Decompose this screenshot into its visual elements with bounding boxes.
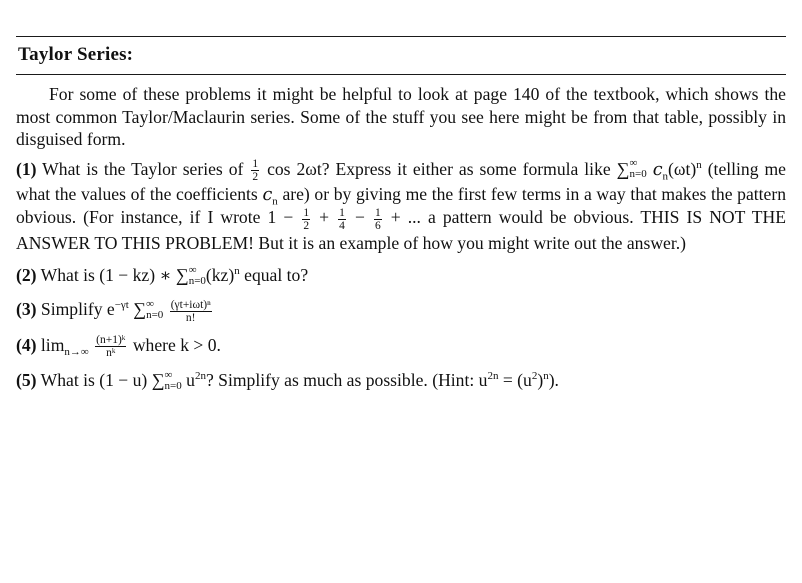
problem-2-text-c: equal to? (244, 265, 309, 286)
summation-symbol: ∑ (133, 299, 147, 320)
problem-1-plus: + (319, 207, 330, 228)
problem-3-frac-num: (γt+iωt)ⁿ (170, 298, 211, 311)
problem-5-text-b-sup: 2n (194, 370, 206, 383)
problem-1-example-frac-2 (338, 207, 346, 232)
problem-1-number: (1) (16, 158, 37, 179)
problem-5-sum-bottom: n=0 (164, 380, 182, 393)
problem-2-sum-bottom: n=0 (188, 275, 206, 288)
problem-4 (16, 334, 786, 360)
problem-4-frac-num: (n+1)ᵏ (96, 334, 126, 347)
problem-1-coef-sub: n (662, 170, 669, 183)
problem-3-number: (3) (16, 299, 37, 320)
problem-3-sum-bottom: n=0 (146, 309, 164, 322)
frac-3-num: 1 (374, 206, 381, 219)
problem-1-coef-var-sub: n (272, 195, 278, 208)
problem-5-text-d: = (u (502, 370, 532, 391)
problem-5-sum-limits (165, 370, 182, 392)
problem-2 (16, 264, 786, 288)
problem-4-frac-den: nᵏ (106, 347, 116, 360)
section-title: Taylor Series: (18, 44, 134, 65)
problem-1 (16, 158, 786, 255)
problem-5-text-e-sup: n (543, 370, 549, 383)
problem-1-fraction (251, 158, 259, 183)
problem-2-sum-limits (189, 265, 206, 287)
problem-1-term-sup: n (696, 158, 702, 171)
problem-5-text-c: ? Simplify as much as possible. (Hint: u (205, 370, 488, 391)
problem-1-text-b: cos 2ωt? Express it either as some formula like (267, 158, 611, 179)
problem-1-text-g: + ... a pattern would be obvious. THIS IS NOT THE ANSWER TO THIS PROBLEM! But it is an example of how you might write out the answer.) (16, 207, 786, 253)
problem-2-text-b: (kz) (205, 265, 235, 286)
intro-paragraph: For some of these problems it might be helpful to look at page 140 of the textbook, which shows the most common Taylor/Maclaurin series. Some of the stuff you see here might be from that table, possibly in disguised form. (16, 84, 786, 149)
problem-1-coef-var: c (262, 184, 273, 205)
problem-5 (16, 369, 786, 393)
problem-2-sum-top: ∞ (188, 264, 197, 277)
problem-1-example-frac-1 (302, 207, 310, 232)
frac-2-den: 4 (339, 219, 345, 232)
problem-5-text-c-sup: 2n (487, 370, 499, 383)
problem-3-fraction (170, 299, 212, 324)
problem-1-text-f: are) or by giving me the first few terms in a way that makes the pattern obvious. (For instance, if I wrote 1 − (16, 183, 786, 228)
title-underline-rule (16, 74, 786, 75)
problem-3 (16, 298, 786, 323)
frac-3-den: 6 (374, 219, 381, 232)
problem-5-text-b: u (186, 370, 195, 391)
problem-5-sum-top: ∞ (164, 369, 173, 382)
problem-1-term: (ωt) (668, 158, 697, 179)
problem-4-number: (4) (16, 334, 37, 355)
problem-2-text-b-sup: n (234, 265, 240, 278)
top-rule (16, 36, 786, 37)
summation-symbol: ∑ (175, 265, 189, 286)
problem-1-sum-top: ∞ (629, 157, 638, 170)
problem-3-frac-den: n! (185, 311, 196, 324)
problem-4-text-a: where k > 0. (132, 334, 221, 355)
problem-1-frac-den: 2 (252, 170, 259, 183)
problem-1-example-frac-3 (374, 207, 382, 232)
problem-3-sum-top: ∞ (146, 298, 154, 311)
frac-1-num: 1 (303, 206, 310, 219)
problem-4-lim-sub: n→∞ (64, 345, 89, 358)
problem-3-text-a: Simplify e (40, 299, 115, 320)
problem-1-sum-limits (630, 158, 647, 180)
problem-5-text-f: ). (548, 370, 559, 391)
problem-2-text-a: What is (1 − kz) ∗ (40, 265, 172, 286)
problem-1-text-a: What is the Taylor series of (42, 158, 244, 179)
problem-5-text-d-sup: 2 (531, 370, 538, 383)
problem-1-minus: − (354, 207, 365, 228)
frac-2-num: 1 (339, 206, 345, 219)
problem-3-text-a-sup: −γt (114, 299, 129, 312)
document-page (16, 0, 786, 583)
problem-3-sum-limits (146, 299, 163, 321)
problem-1-text-e: (telling me what the values of the coefficients (16, 158, 786, 204)
problem-5-text-e: ) (537, 370, 544, 391)
problem-1-frac-num: 1 (252, 157, 259, 170)
problem-1-sum-bottom: n=0 (629, 168, 647, 181)
problem-4-lim: lim (40, 334, 65, 355)
summation-symbol: ∑ (151, 370, 165, 391)
problem-2-number: (2) (16, 265, 37, 286)
problem-1-coef: c (652, 159, 663, 180)
summation-symbol: ∑ (616, 158, 630, 179)
problem-5-number: (5) (16, 370, 37, 391)
problem-4-fraction (95, 334, 126, 359)
frac-1-den: 2 (303, 219, 310, 232)
document-body (16, 83, 786, 403)
problem-5-text-a: What is (1 − u) (40, 370, 148, 391)
